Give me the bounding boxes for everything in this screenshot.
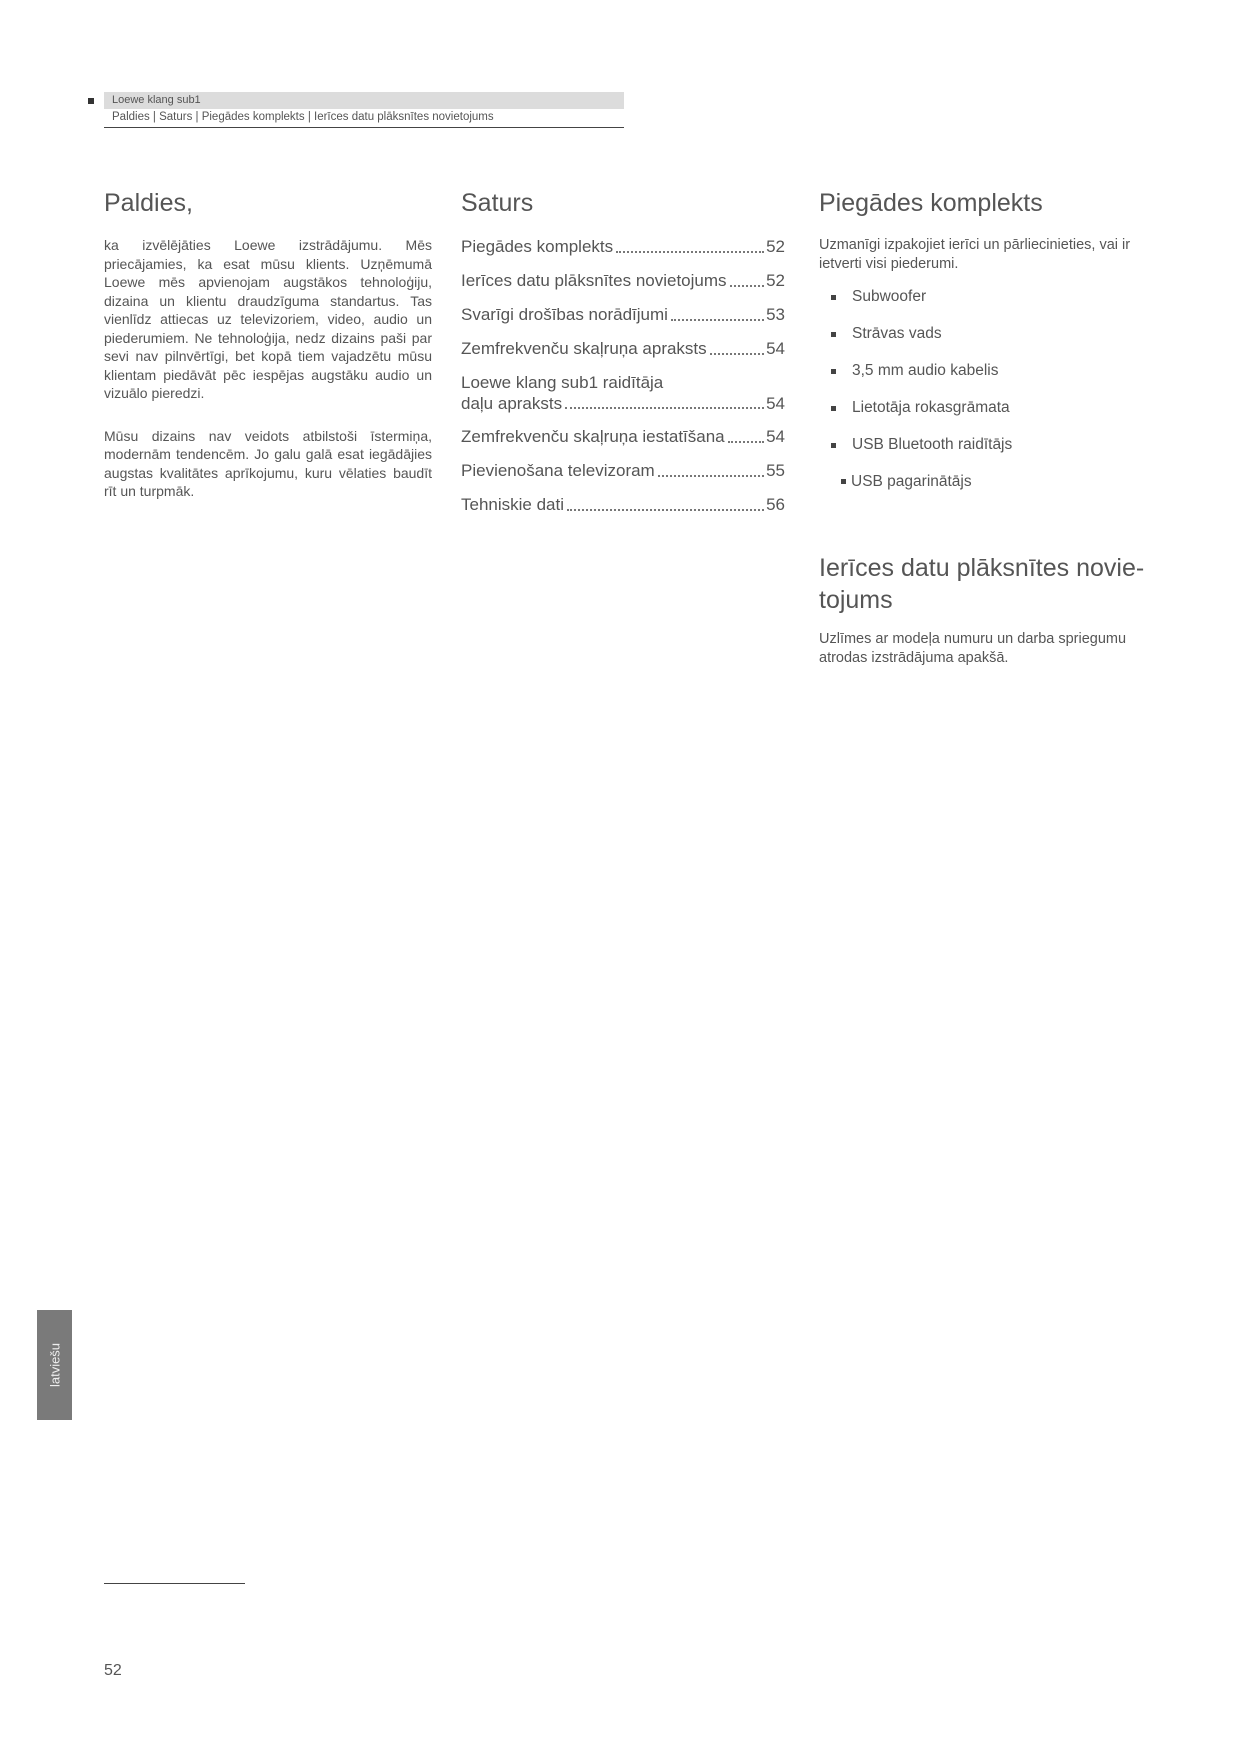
toc-leader	[565, 407, 764, 409]
toc-entry[interactable]	[461, 372, 785, 414]
delivery-list	[819, 286, 1147, 493]
breadcrumb: Paldies | Saturs | Piegādes komplekts | Ierīces datu plāksnītes novietojums	[104, 109, 624, 128]
bullet-icon	[831, 332, 836, 337]
toc-leader	[728, 441, 764, 443]
toc-label: Ierīces datu plāksnītes novietojums	[461, 271, 727, 290]
toc-leader	[710, 353, 764, 355]
toc-label: daļu apraksts	[461, 394, 563, 413]
list-item	[819, 360, 1147, 382]
toc-leader	[658, 475, 764, 477]
list-item	[819, 471, 1147, 493]
list-item-label: Subwoofer	[852, 288, 927, 305]
toc-leader	[567, 509, 764, 511]
list-item	[819, 323, 1147, 345]
toc-page: 52	[766, 271, 785, 290]
language-tab-label: latviešu	[47, 1342, 62, 1388]
thanks-paragraph: ka izvēlējāties Loewe izstrādājumu. Mēs priecājamies, ka esat mūsu klients. Uzņēmumā Loewe mēs apvienojam augstākos tehnoloģiju, dizaina un klientu draudzīguma standartus. Tas vienlīdz attiecas uz televizoriem, video, audio un piederumiem. Ne tehnoloģija, nedz dizains paši par sevi nav pilnvērtīgi, bet kopā tiem vajadzētu mūsu klientam piedāvāt pēc iespējas augstāku audio un vizuālo pieredzi.	[104, 237, 432, 401]
toc-leader	[616, 251, 764, 253]
toc-label: Piegādes komplekts	[461, 237, 614, 256]
delivery-title: Piegādes komplekts	[819, 189, 1043, 217]
toc-page: 54	[766, 339, 785, 358]
toc-label: Loewe klang sub1 raidītāja	[461, 373, 664, 392]
list-item	[819, 434, 1147, 456]
language-tab[interactable]	[37, 1310, 72, 1420]
toc-label: Zemfrekvenču skaļruņa iestatīšana	[461, 427, 725, 446]
bullet-icon	[841, 479, 846, 484]
footnote-divider	[104, 1583, 245, 1584]
nameplate-title-line: Ierīces datu plāksnītes novie-	[819, 554, 1145, 582]
toc-entry[interactable]	[461, 236, 785, 258]
toc-label: Svarīgi drošības norādījumi	[461, 305, 668, 324]
toc-label: Zemfrekvenču skaļruņa apraksts	[461, 339, 707, 358]
list-item-label: USB Bluetooth raidītājs	[852, 436, 1013, 453]
list-item	[819, 397, 1147, 419]
list-item	[819, 286, 1147, 308]
nameplate-title-line: tojums	[819, 586, 893, 614]
toc-entry[interactable]	[461, 460, 785, 482]
list-item-label: Strāvas vads	[852, 325, 942, 342]
toc-label: Tehniskie dati	[461, 495, 565, 514]
toc-page: 53	[766, 305, 785, 324]
header-bullet	[88, 98, 94, 104]
delivery-intro: Uzmanīgi izpakojiet ierīci un pārliecinieties, vai ir ietverti visi piederumi.	[819, 237, 1131, 272]
toc-label: Pievienošana televizoram	[461, 461, 655, 480]
nameplate-title	[819, 552, 1149, 616]
page-header	[104, 92, 624, 128]
nameplate-text: Uzlīmes ar modeļa numuru un darba spriegumu atrodas izstrādājuma apakšā.	[819, 631, 1127, 666]
toc-page: 55	[766, 461, 785, 480]
toc-leader	[730, 285, 765, 287]
toc-entry[interactable]	[461, 304, 785, 326]
thanks-paragraph: Mūsu dizains nav veidots atbilstoši īstermiņa, modernām tendencēm. Jo galu galā esat iegādājies augstas kvalitātes aprīkojumu, kuru vēlaties baudīt rīt un turpmāk.	[104, 427, 432, 499]
header-product: Loewe klang sub1	[104, 92, 624, 109]
contents-title: Saturs	[461, 189, 534, 217]
toc-leader	[671, 319, 764, 321]
toc-page: 56	[766, 495, 785, 514]
thanks-title: Paldies,	[104, 189, 193, 217]
contents-section	[461, 186, 785, 528]
toc-label-line2	[461, 393, 785, 414]
toc-entry[interactable]	[461, 494, 785, 516]
list-item-label: USB pagarinātājs	[851, 473, 972, 490]
toc-page: 54	[766, 394, 785, 413]
list-item-label: Lietotāja rokasgrāmata	[852, 399, 1010, 416]
thanks-section	[104, 186, 432, 525]
toc-entry[interactable]	[461, 270, 785, 292]
toc-entry[interactable]	[461, 426, 785, 448]
bullet-icon	[831, 369, 836, 374]
bullet-icon	[831, 443, 836, 448]
toc-page: 54	[766, 427, 785, 446]
toc-entry[interactable]	[461, 338, 785, 360]
list-item-label: 3,5 mm audio kabelis	[852, 362, 999, 379]
bullet-icon	[831, 406, 836, 411]
nameplate-section	[819, 552, 1149, 680]
bullet-icon	[831, 295, 836, 300]
page-number: 52	[104, 1662, 122, 1679]
delivery-section	[819, 186, 1147, 508]
toc-page: 52	[766, 237, 785, 256]
